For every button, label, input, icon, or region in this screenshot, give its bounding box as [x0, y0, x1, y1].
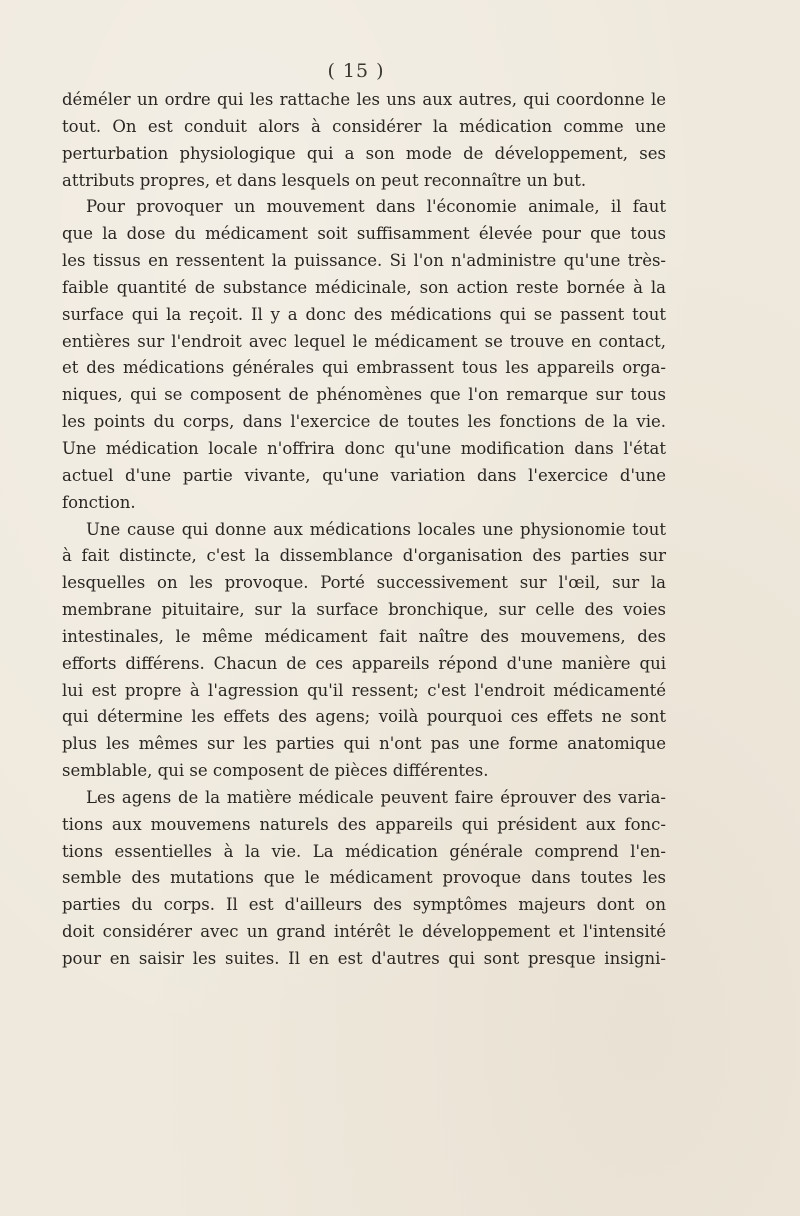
text-line: semble des mutations que le médicament provoque dans toutes les	[62, 868, 666, 888]
text-line: entières sur l'endroit avec lequel le médicament se trouve en contact,	[62, 331, 666, 351]
text-line: tions aux mouvemens naturels des appareils qui président aux fonc-	[62, 814, 666, 834]
text-line: actuel d'une partie vivante, qu'une variation dans l'exercice d'une	[62, 465, 666, 485]
text-line: que la dose du médicament soit suffisamment élevée pour que tous	[62, 224, 666, 244]
page-number: ( 15 )	[327, 60, 385, 82]
text-line: les points du corps, dans l'exercice de toutes les fonctions de la vie.	[62, 412, 666, 432]
text-line: les tissus en ressentent la puissance. Si l'on n'administre qu'une très-	[62, 251, 666, 271]
text-line: tions essentielles à la vie. La médication générale comprend l'en-	[62, 841, 666, 861]
text-line: Une cause qui donne aux médications locales une physionomie tout	[86, 519, 666, 539]
text-line: Une médication locale n'offrira donc qu'une modification dans l'état	[62, 438, 666, 458]
text-line: à fait distincte, c'est la dissemblance d'organisation des parties sur	[62, 546, 666, 566]
text-line: pour en saisir les suites. Il en est d'autres qui sont presque insigni-	[62, 949, 666, 968]
text-line: efforts différens. Chacun de ces appareils répond d'une manière qui	[62, 653, 666, 673]
text-line: membrane pituitaire, sur la surface bronchique, sur celle des voies	[62, 600, 666, 620]
text-line: parties du corps. Il est d'ailleurs des symptômes majeurs dont on	[62, 895, 666, 915]
text-line: tout. On est conduit alors à considérer la médication comme une	[62, 116, 666, 136]
text-line: plus les mêmes sur les parties qui n'ont pas une forme anatomique	[62, 734, 666, 754]
text-line: Pour provoquer un mouvement dans l'économie animale, il faut	[86, 197, 666, 217]
text-line: intestinales, le même médicament fait naître des mouvemens, des	[62, 626, 666, 646]
text-line: qui détermine les effets des agens; voilà pourquoi ces effets ne sont	[62, 707, 666, 727]
text-line: niques, qui se composent de phénomènes que l'on remarque sur tous	[62, 385, 666, 405]
text-line: déméler un ordre qui les rattache les uns aux autres, qui coordonne le	[62, 90, 666, 109]
body-text	[62, 87, 666, 973]
text-line: lui est propre à l'agression qu'il ressent; c'est l'endroit médicamenté	[62, 680, 666, 700]
text-line: et des médications générales qui embrassent tous les appareils orga-	[62, 358, 666, 378]
text-line: Les agens de la matière médicale peuvent faire éprouver des varia-	[86, 787, 666, 807]
text-line: faible quantité de substance médicinale, son action reste bornée à la	[62, 277, 666, 297]
text-line: attributs propres, et dans lesquels on peut reconnaître un but.	[62, 170, 587, 190]
text-line: semblable, qui se composent de pièces différentes.	[62, 761, 489, 781]
text-line: doit considérer avec un grand intérêt le développement et l'intensité	[62, 922, 666, 942]
text-line: perturbation physiologique qui a son mode de développement, ses	[62, 143, 666, 163]
text-line: fonction.	[62, 492, 136, 512]
text-line: lesquelles on les provoque. Porté successivement sur l'œil, sur la	[62, 573, 666, 593]
text-line: surface qui la reçoit. Il y a donc des médications qui se passent tout	[62, 304, 666, 324]
